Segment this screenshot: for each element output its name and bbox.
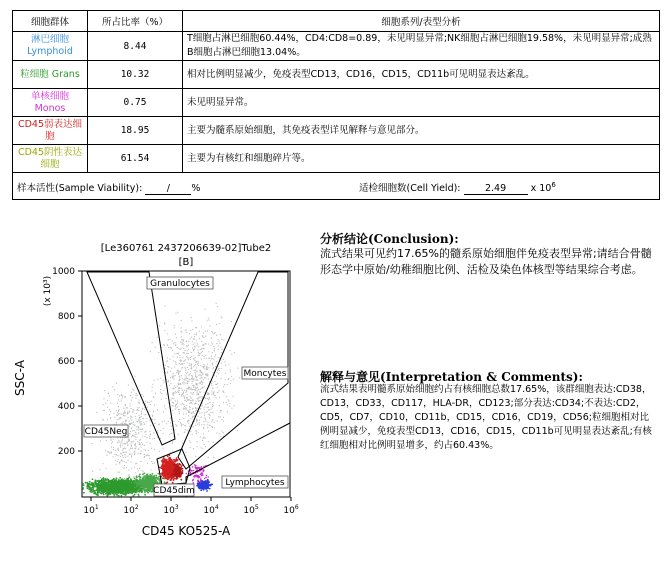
x-tick-label: $10^1$	[83, 504, 99, 516]
y-axis	[52, 267, 82, 457]
yield-value: 2.49	[464, 183, 528, 195]
x-tick-label: $10^4$	[203, 504, 219, 516]
x-tick-label: $10^2$	[123, 504, 139, 516]
sample-viability	[17, 180, 200, 195]
viability-row	[13, 173, 660, 200]
y-tick-label: 600	[57, 357, 75, 367]
interpretation-heading: 解释与意见(Interpretation & Comments):	[320, 370, 583, 384]
cd45dim-label: CD45dim	[153, 486, 195, 496]
conclusion-heading: 分析结论(Conclusion):	[320, 232, 459, 246]
analysis-cell: 主要为有核红和细胞碎片等。	[183, 145, 660, 173]
cell-yield	[359, 180, 556, 195]
conclusion-text: 流式结果可见约17.65%的髓系原始细胞伴免疫表型异常;请结合骨髓形态学中原始/幼稚细胞比例、活检及染色体核型等结果综合考虑。	[320, 247, 652, 276]
flow-cytometry-plot	[0, 233, 310, 563]
percentage-cell: 8.44	[88, 32, 183, 61]
moncytes-label: Moncytes	[243, 369, 287, 379]
interpretation-text: 流式结果表明髓系原始细胞约占有核细胞总数17.65%，该群细胞表达:CD38，CD13，CD33，CD117，HLA-DR，CD123;部分表达:CD34;不表达:CD2，CD5，CD7，CD10，CD11b，CD15，CD16，CD19，CD56;粒细胞相对比例明显减少，免疫表型CD13，CD16，CD15，CD11b可见明显表达紊乱;有核红细胞相对比例明显增多，约占60.43%。	[320, 384, 652, 451]
y-tick-label: 400	[57, 402, 75, 412]
population-cell: CD45弱表达细胞	[13, 117, 88, 145]
table-row	[13, 145, 660, 173]
population-cell: 淋巴细胞 Lymphoid	[13, 32, 88, 61]
viability-value: /	[145, 183, 191, 195]
results-table	[12, 10, 660, 200]
analysis-cell: 未见明显异常。	[183, 89, 660, 117]
header-population: 细胞群体	[13, 11, 88, 32]
analysis-cell: T细胞占淋巴细胞60.44%，CD4:CD8=0.89，未见明显异常;NK细胞占淋巴细胞19.58%，未见明显异常;成熟B细胞占淋巴细胞13.04%。	[183, 32, 660, 61]
viability-unit: %	[191, 183, 201, 194]
table-row	[13, 32, 660, 61]
population-cell: 粒细胞 Grans	[13, 61, 88, 89]
table-row	[13, 89, 660, 117]
table-row	[13, 117, 660, 145]
y-tick-label: 800	[57, 312, 75, 322]
plot-area	[82, 271, 290, 497]
y-multiplier: (x 10³)	[43, 275, 53, 307]
analysis-cell: 相对比例明显减少，免疫表型CD13，CD16，CD15，CD11b可见明显表达紊乱。	[183, 61, 660, 89]
x-tick-label: $10^3$	[163, 504, 179, 516]
y-axis-label: SSC-A	[13, 360, 27, 396]
viability-label: 样本活性(Sample Viability):	[17, 183, 143, 194]
x-axis-label: CD45 KO525-A	[141, 524, 231, 538]
cd45neg-label: CD45Neg	[84, 427, 128, 437]
y-tick-label: 200	[57, 447, 75, 457]
percentage-cell: 0.75	[88, 89, 183, 117]
header-percentage: 所占比率（%）	[88, 11, 183, 32]
header-row	[13, 11, 660, 32]
yield-label: 适检细胞数(Cell Yield):	[359, 183, 461, 194]
percentage-cell: 18.95	[88, 117, 183, 145]
y-tick-label: 1000	[52, 267, 75, 277]
granulocytes-label: Granulocytes	[150, 279, 210, 289]
percentage-cell: 61.54	[88, 145, 183, 173]
header-analysis: 细胞系列/表型分析	[183, 11, 660, 32]
population-cell: CD45阴性表达细胞	[13, 145, 88, 173]
yield-exponent: 6	[551, 180, 556, 189]
lymphocytes-label: Lymphocytes	[225, 478, 285, 488]
table-row	[13, 61, 660, 89]
yield-unit: x 10	[530, 183, 552, 194]
x-tick-label: $10^5$	[243, 504, 259, 516]
plot-title: [Le360761 2437206639-02]Tube2	[100, 243, 272, 254]
analysis-cell: 主要为髓系原始细胞，其免疫表型详见解释与意见部分。	[183, 117, 660, 145]
x-tick-label: $10^6$	[283, 504, 299, 516]
plot-subtitle: [B]	[178, 257, 194, 268]
x-axis	[83, 497, 298, 516]
percentage-cell: 10.32	[88, 61, 183, 89]
population-cell: 单核细胞 Monos	[13, 89, 88, 117]
